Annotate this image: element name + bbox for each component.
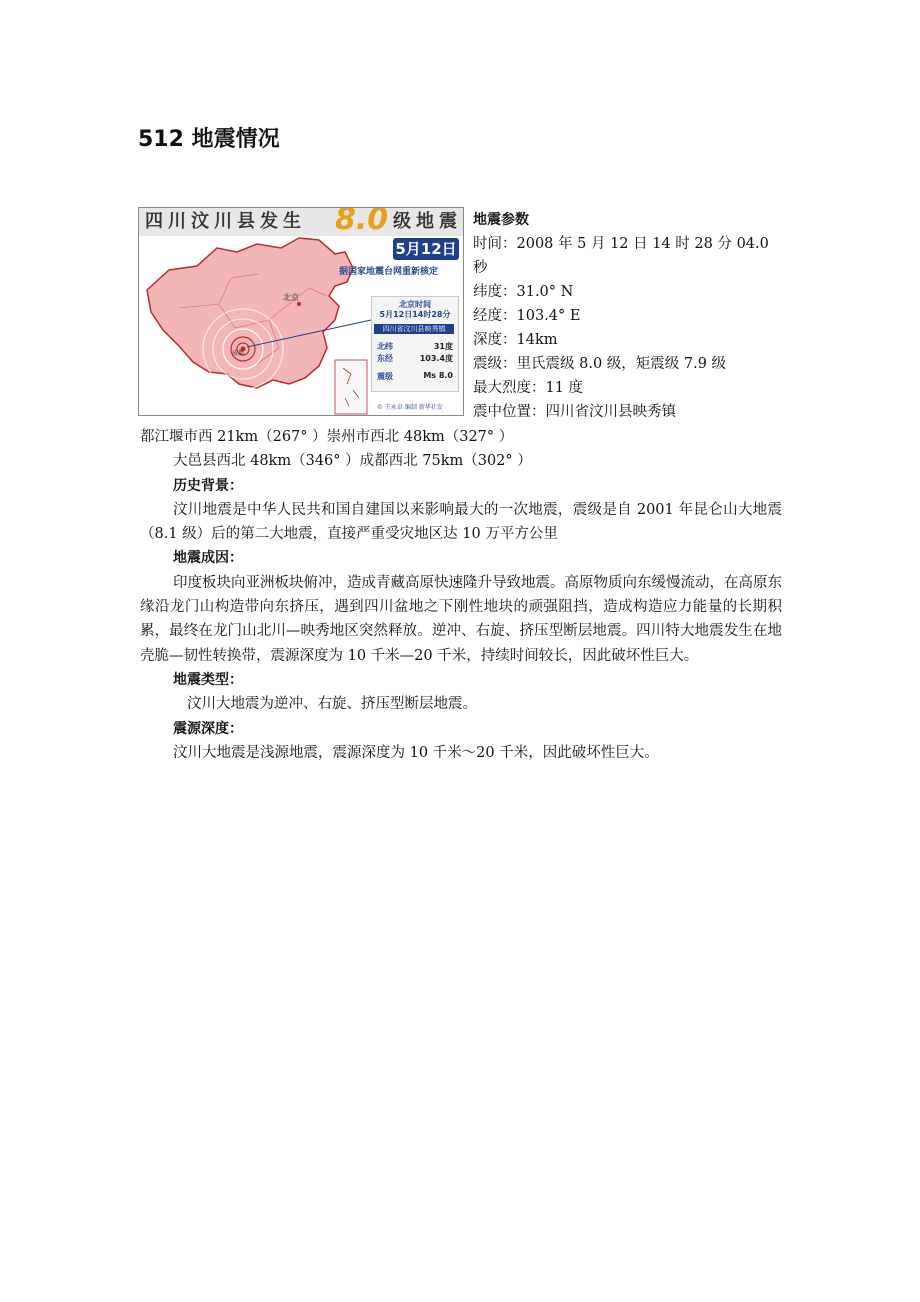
history-heading: 历史背景： bbox=[173, 477, 243, 494]
quake-info-box bbox=[371, 296, 459, 392]
type-heading: 地震类型： bbox=[173, 671, 243, 688]
depth-paragraph: 汶川大地震是浅源地震，震源深度为 10 千米～20 千米，因此破坏性巨大。 bbox=[173, 744, 659, 761]
param-intensity: 最大烈度：11 度 bbox=[473, 380, 584, 396]
lon-value: 103.4度 bbox=[419, 354, 453, 363]
type-paragraph: 汶川大地震为逆冲、右旋、挤压型断层地震。 bbox=[187, 696, 477, 713]
params-heading: 地震参数 bbox=[473, 212, 529, 228]
china-landmass bbox=[147, 238, 353, 388]
cause-heading: 地震成因： bbox=[173, 550, 243, 567]
mag-label: 震级 bbox=[377, 372, 393, 381]
verify-note: 据国家地震台网重新核定 bbox=[339, 267, 439, 277]
south-sea-inset bbox=[335, 360, 367, 414]
location-line-1: 都江堰市西 21km（267° ）崇州市西北 48km（327° ） bbox=[140, 429, 514, 445]
lat-value: 31度 bbox=[433, 342, 453, 351]
document-body bbox=[140, 425, 782, 765]
box-location: 四川省汶川县映秀镇 bbox=[374, 324, 454, 334]
param-longitude: 经度：103.4° E bbox=[473, 308, 581, 324]
date-badge: 5月12日 bbox=[393, 238, 459, 260]
cause-paragraph: 印度板块向亚洲板块俯冲，造成青藏高原快速隆升导致地震。高原物质向东缓慢流动，在高原东缘沿龙门山构造带向东挤压，遇到四川盆地之下刚性地块的顽强阻挡，造成构造应力能量的长期积累，最终在龙门山北川—映秀地区突然释放。逆冲、右旋、挤压型断层地震。四川特大地震发生在地壳脆—韧性转换带，震源深度为 10 千米—20 千米，持续时间较长，因此破坏性巨大。 bbox=[140, 574, 782, 664]
param-depth: 深度：14km bbox=[473, 332, 558, 348]
history-paragraph: 汶川地震是中华人民共和国自建国以来影响最大的一次地震，震级是自 2001 年昆仑山大地震（8.1 级）后的第二大地震，直接严重受灾地区达 10 万平方公里 bbox=[140, 501, 782, 543]
param-time: 时间：2008 年 5 月 12 日 14 时 28 分 04.0 bbox=[473, 236, 769, 252]
param-epicenter: 震中位置：四川省汶川县映秀镇 bbox=[473, 404, 676, 420]
map-headline-left: 四川汶川县发生 bbox=[145, 211, 306, 232]
chengdu-label: 成都 bbox=[232, 350, 245, 357]
param-magnitude: 震级：里氏震级 8.0 级，矩震级 7.9 级 bbox=[473, 356, 727, 372]
lon-label: 东经 bbox=[377, 354, 393, 363]
box-time-value: 5月12日14时28分 bbox=[379, 310, 451, 319]
map-headline-magnitude: 8.0 bbox=[335, 207, 389, 237]
page-title: 512 地震情况 bbox=[138, 127, 280, 152]
depth-heading: 震源深度： bbox=[173, 720, 243, 737]
earthquake-map-image bbox=[138, 207, 464, 416]
box-time-label: 北京时间 bbox=[399, 300, 431, 309]
map-credit: © 王永卓 编制 新华社发 bbox=[377, 404, 443, 411]
map-headline-right: 级地震 bbox=[393, 211, 462, 232]
param-latitude: 纬度：31.0° N bbox=[473, 284, 574, 300]
quake-params bbox=[473, 208, 793, 424]
lat-label: 北纬 bbox=[377, 342, 393, 351]
beijing-label: 北京 bbox=[283, 293, 299, 302]
location-line-2: 大邑县西北 48km（346° ）成都西北 75km（302° ） bbox=[173, 453, 532, 470]
mag-value: Ms 8.0 bbox=[423, 371, 453, 380]
param-time-cont: 秒 bbox=[473, 260, 488, 276]
